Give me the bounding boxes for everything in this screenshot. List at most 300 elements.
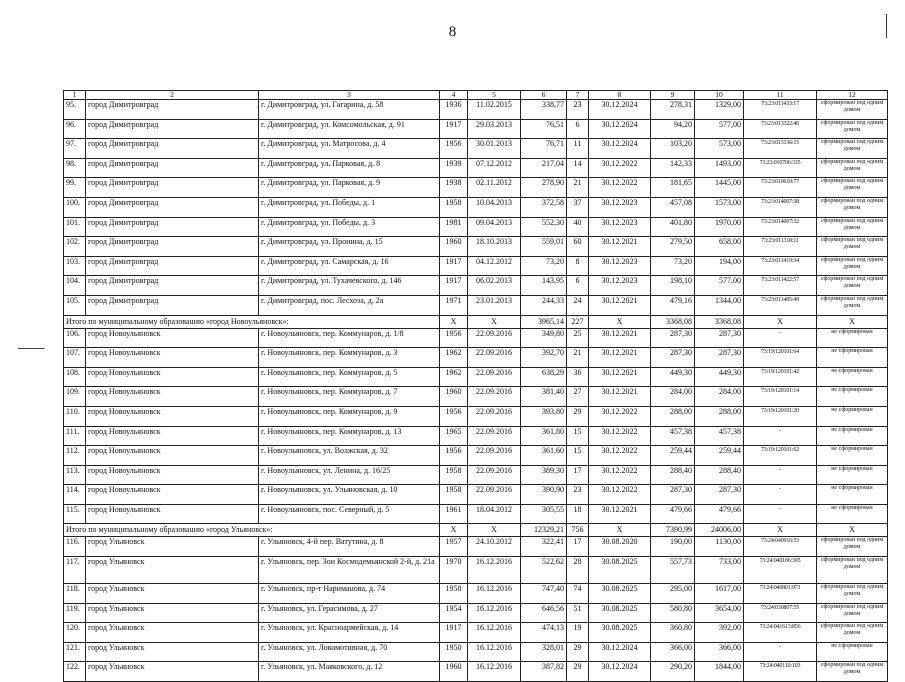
table-row <box>64 387 888 407</box>
residents-cell: 17 <box>567 465 589 485</box>
address-cell: г. Новоульяновск, ул. Волжская, д. 32 <box>259 446 440 466</box>
area-cell: 381,40 <box>521 387 567 407</box>
address-cell: г. Ульяновск, 4-й пер. Ватутина, д. 8 <box>259 537 440 557</box>
residents-cell: 14 <box>567 158 589 178</box>
column-number: 12 <box>817 91 888 100</box>
residents-cell: 74 <box>567 584 589 604</box>
cadastral-cell: 73:19:120101:14 <box>744 387 817 407</box>
deadline-cell: 30.12.2023 <box>589 217 651 237</box>
area-cell: 372,58 <box>521 197 567 217</box>
value9-cell: 73,20 <box>651 256 695 276</box>
value9-cell: 103,20 <box>651 139 695 159</box>
year-cell: 1939 <box>440 158 468 178</box>
table-row <box>64 197 888 217</box>
deadline-cell: 30.12.2021 <box>589 387 651 407</box>
row-number: 120. <box>64 623 86 643</box>
table-row <box>64 256 888 276</box>
value10-cell: 658,00 <box>695 237 744 257</box>
date-cell: X <box>468 524 521 537</box>
municipality-cell: город Новоульяновск <box>86 465 259 485</box>
cadastral-cell: 73:19:120101:42 <box>744 367 817 387</box>
area-cell: 552,30 <box>521 217 567 237</box>
deadline-cell: X <box>589 315 651 328</box>
table-row <box>64 295 888 315</box>
year-cell: 1958 <box>440 485 468 505</box>
table-row <box>64 406 888 426</box>
deadline-cell: 30.08.2025 <box>589 603 651 623</box>
table-row <box>64 426 888 446</box>
value9-cell: 279,50 <box>651 237 695 257</box>
status-cell: сформирован под одним домом <box>817 256 888 276</box>
value9-cell: 457,38 <box>651 426 695 446</box>
value9-cell: 366,00 <box>651 642 695 662</box>
area-cell: 338,77 <box>521 100 567 120</box>
row-number: 114. <box>64 485 86 505</box>
municipality-cell: город Димитровград <box>86 119 259 139</box>
deadline-cell: 30.12.2024 <box>589 139 651 159</box>
value10-cell: 1573,00 <box>695 197 744 217</box>
table-row <box>64 662 888 682</box>
residents-cell: 15 <box>567 426 589 446</box>
row-number: 108. <box>64 367 86 387</box>
cadastral-cell: X <box>744 524 817 537</box>
year-cell: 1960 <box>440 662 468 682</box>
row-number: 95. <box>64 100 86 120</box>
address-cell: г. Новоульяновск, ул. Ульяновская, д. 10 <box>259 485 440 505</box>
date-cell: 22.09.2016 <box>468 406 521 426</box>
table-row <box>64 119 888 139</box>
date-cell: 22.09.2016 <box>468 387 521 407</box>
row-number: 96. <box>64 119 86 139</box>
value9-cell: 7390,99 <box>651 524 695 537</box>
table-row <box>64 139 888 159</box>
value10-cell: 457,38 <box>695 426 744 446</box>
cadastral-cell: 73:23:013322:40 <box>744 119 817 139</box>
status-cell: сформирован под одним домом <box>817 584 888 604</box>
municipality-cell: город Димитровград <box>86 197 259 217</box>
status-cell: X <box>817 315 888 328</box>
year-cell: 1962 <box>440 367 468 387</box>
value9-cell: 295,00 <box>651 584 695 604</box>
date-cell: 06.02.2013 <box>468 276 521 296</box>
value10-cell: 392,00 <box>695 623 744 643</box>
cadastral-cell: - <box>744 465 817 485</box>
address-cell: г. Ульяновск, ул. Герасимова, д. 27 <box>259 603 440 623</box>
table-row <box>64 504 888 524</box>
value10-cell: 1445,00 <box>695 178 744 198</box>
housing-table <box>63 90 888 682</box>
column-number: 1 <box>64 91 86 100</box>
status-cell: не сформирован <box>817 406 888 426</box>
date-cell: 23.01.2013 <box>468 295 521 315</box>
value9-cell: 278,31 <box>651 100 695 120</box>
status-cell: сформирован под одним домом <box>817 197 888 217</box>
date-cell: 22.09.2016 <box>468 328 521 348</box>
cadastral-cell: 73:19:120101:62 <box>744 446 817 466</box>
deadline-cell: 30.12.2021 <box>589 237 651 257</box>
address-cell: г. Димитровград, ул. Парковая, д. 9 <box>259 178 440 198</box>
deadline-cell: 30.12.2024 <box>589 119 651 139</box>
cadastral-cell: 73:19:120101:20 <box>744 406 817 426</box>
value10-cell: 366,00 <box>695 642 744 662</box>
residents-cell: 29 <box>567 406 589 426</box>
value10-cell: 284,00 <box>695 387 744 407</box>
area-cell: 328,01 <box>521 642 567 662</box>
residents-cell: 227 <box>567 315 589 328</box>
address-cell: г. Димитровград, ул. Матросова, д. 4 <box>259 139 440 159</box>
year-cell: 1960 <box>440 387 468 407</box>
table-row <box>64 603 888 623</box>
cadastral-cell: 73:23:011419:34 <box>744 256 817 276</box>
deadline-cell: 30.12.2024 <box>589 642 651 662</box>
column-number-row <box>64 91 888 100</box>
address-cell: г. Ульяновск, ул. Маяковского, д. 12 <box>259 662 440 682</box>
deadline-cell: 30.12.2023 <box>589 197 651 217</box>
date-cell: 22.09.2016 <box>468 367 521 387</box>
value9-cell: 94,20 <box>651 119 695 139</box>
subtotal-row <box>64 315 888 328</box>
row-number: 102. <box>64 237 86 257</box>
residents-cell: 8 <box>567 256 589 276</box>
municipality-cell: город Новоульяновск <box>86 426 259 446</box>
area-cell: 73,20 <box>521 256 567 276</box>
deadline-cell: 30.12.2022 <box>589 158 651 178</box>
value10-cell: 577,00 <box>695 276 744 296</box>
deadline-cell: 30.12.2024 <box>589 662 651 682</box>
date-cell: 07.12.2012 <box>468 158 521 178</box>
residents-cell: 37 <box>567 197 589 217</box>
address-cell: г. Новоульяновск, пер. Коммунаров, д. 3 <box>259 348 440 368</box>
address-cell: г. Димитровград, ул. Победы, д. 1 <box>259 197 440 217</box>
area-cell: 638,29 <box>521 367 567 387</box>
value10-cell: 1344,00 <box>695 295 744 315</box>
deadline-cell: 30.08.2025 <box>589 623 651 643</box>
column-number: 11 <box>744 91 817 100</box>
year-cell: 1954 <box>440 603 468 623</box>
address-cell: г. Новоульяновск, ул. Ленина, д. 16/25 <box>259 465 440 485</box>
date-cell: 16.12.2016 <box>468 603 521 623</box>
cadastral-cell: 73:24:040801:971 <box>744 584 817 604</box>
municipality-cell: город Ульяновск <box>86 557 259 584</box>
status-cell: сформирован под одним домом <box>817 537 888 557</box>
status-cell: не сформирован <box>817 426 888 446</box>
residents-cell: 29 <box>567 662 589 682</box>
year-cell: 1917 <box>440 276 468 296</box>
cadastral-cell: 73:23:014007:32 <box>744 217 817 237</box>
row-number: 110. <box>64 406 86 426</box>
cadastral-cell: 73:23:011422:57 <box>744 276 817 296</box>
area-cell: 392,70 <box>521 348 567 368</box>
year-cell: X <box>440 315 468 328</box>
date-cell: 18.04.2012 <box>468 504 521 524</box>
row-number: 112. <box>64 446 86 466</box>
deadline-cell: 30.08.2025 <box>589 557 651 584</box>
cadastral-cell: 73:24:041613:856 <box>744 623 817 643</box>
municipality-cell: город Ульяновск <box>86 537 259 557</box>
year-cell: 1971 <box>440 295 468 315</box>
year-cell: 1957 <box>440 537 468 557</box>
fold-mark <box>18 348 44 349</box>
area-cell: 390,90 <box>521 485 567 505</box>
value9-cell: 457,08 <box>651 197 695 217</box>
value9-cell: 3368,08 <box>651 315 695 328</box>
address-cell: г. Новоульяновск, пер. Коммунаров, д. 13 <box>259 426 440 446</box>
municipality-cell: город Ульяновск <box>86 584 259 604</box>
value9-cell: 401,80 <box>651 217 695 237</box>
residents-cell: 21 <box>567 348 589 368</box>
table-row <box>64 557 888 584</box>
cadastral-cell: 73:24:040916:53 <box>744 537 817 557</box>
status-cell: сформирован под одним домом <box>817 178 888 198</box>
row-number: 121. <box>64 642 86 662</box>
value9-cell: 259,44 <box>651 446 695 466</box>
year-cell: 1965 <box>440 426 468 446</box>
date-cell: X <box>468 315 521 328</box>
residents-cell: 17 <box>567 537 589 557</box>
status-cell: сформирован под одним домом <box>817 276 888 296</box>
status-cell: сформирован под одним домом <box>817 119 888 139</box>
municipality-cell: город Димитровград <box>86 139 259 159</box>
year-cell: 1960 <box>440 237 468 257</box>
column-number: 10 <box>695 91 744 100</box>
row-number: 118. <box>64 584 86 604</box>
area-cell: 322,41 <box>521 537 567 557</box>
cadastral-cell: - <box>744 328 817 348</box>
row-number: 101. <box>64 217 86 237</box>
deadline-cell: 30.12.2023 <box>589 256 651 276</box>
value10-cell: 194,00 <box>695 256 744 276</box>
status-cell: не сформирован <box>817 446 888 466</box>
table-row <box>64 158 888 178</box>
year-cell: 1962 <box>440 348 468 368</box>
address-cell: г. Новоульяновск, пер. Коммунаров, д. 5 <box>259 367 440 387</box>
cadastral-cell: 73:23:013136:15 <box>744 139 817 159</box>
date-cell: 22.09.2016 <box>468 348 521 368</box>
residents-cell: 15 <box>567 446 589 466</box>
year-cell: 1958 <box>440 584 468 604</box>
municipality-cell: город Ульяновск <box>86 642 259 662</box>
year-cell: 1938 <box>440 178 468 198</box>
date-cell: 30.01.2013 <box>468 139 521 159</box>
column-number: 3 <box>259 91 440 100</box>
cadastral-cell: - <box>744 485 817 505</box>
status-cell: сформирован под одним домом <box>817 295 888 315</box>
status-cell: не сформирован <box>817 642 888 662</box>
address-cell: г. Новоульяновск, пер. Коммунаров, д. 1/8 <box>259 328 440 348</box>
municipality-cell: город Ульяновск <box>86 662 259 682</box>
value10-cell: 288,00 <box>695 406 744 426</box>
row-number: 100. <box>64 197 86 217</box>
value9-cell: 288,00 <box>651 406 695 426</box>
status-cell: сформирован под одним домом <box>817 662 888 682</box>
year-cell: 1950 <box>440 642 468 662</box>
year-cell: 1917 <box>440 119 468 139</box>
value9-cell: 287,30 <box>651 328 695 348</box>
residents-cell: 27 <box>567 387 589 407</box>
address-cell: г. Ульяновск, ул. Красноармейская, д. 14 <box>259 623 440 643</box>
table-row <box>64 623 888 643</box>
date-cell: 24.10.2012 <box>468 537 521 557</box>
value9-cell: 479,16 <box>651 295 695 315</box>
row-number: 107. <box>64 348 86 368</box>
row-number: 105. <box>64 295 86 315</box>
residents-cell: 23 <box>567 485 589 505</box>
value10-cell: 479,66 <box>695 504 744 524</box>
value9-cell: 360,80 <box>651 623 695 643</box>
deadline-cell: 30.12.2023 <box>589 276 651 296</box>
cadastral-cell: - <box>744 504 817 524</box>
residents-cell: 24 <box>567 295 589 315</box>
municipality-cell: город Новоульяновск <box>86 328 259 348</box>
value10-cell: 1493,00 <box>695 158 744 178</box>
column-number: 7 <box>567 91 589 100</box>
value10-cell: 573,00 <box>695 139 744 159</box>
value9-cell: 181,65 <box>651 178 695 198</box>
page-number: 8 <box>448 24 457 40</box>
address-cell: г. Димитровград, ул. Победы, д. 3 <box>259 217 440 237</box>
row-number: 113. <box>64 465 86 485</box>
address-cell: г. Новоульяновск, пер. Коммунаров, д. 9 <box>259 406 440 426</box>
status-cell: сформирован под одним домом <box>817 603 888 623</box>
date-cell: 09.04.2013 <box>468 217 521 237</box>
residents-cell: 25 <box>567 328 589 348</box>
value10-cell: 259,44 <box>695 446 744 466</box>
value10-cell: 1130,00 <box>695 537 744 557</box>
value10-cell: 733,00 <box>695 557 744 584</box>
margin-mark <box>886 14 887 38</box>
status-cell: сформирован под одним домом <box>817 557 888 584</box>
date-cell: 16.12.2016 <box>468 623 521 643</box>
column-number: 8 <box>589 91 651 100</box>
table-row <box>64 328 888 348</box>
column-number: 2 <box>86 91 259 100</box>
status-cell: не сформирован <box>817 348 888 368</box>
column-number: 4 <box>440 91 468 100</box>
table-row <box>64 485 888 505</box>
date-cell: 18.10.2013 <box>468 237 521 257</box>
year-cell: 1917 <box>440 256 468 276</box>
municipality-cell: город Ульяновск <box>86 603 259 623</box>
municipality-cell: город Димитровград <box>86 100 259 120</box>
subtotal-row <box>64 524 888 537</box>
value10-cell: 1617,00 <box>695 584 744 604</box>
deadline-cell: 30.08.2020 <box>589 537 651 557</box>
year-cell: 1956 <box>440 446 468 466</box>
status-cell: сформирован под одним домом <box>817 100 888 120</box>
municipality-cell: город Димитровград <box>86 276 259 296</box>
area-cell: 217,04 <box>521 158 567 178</box>
value10-cell: 449,30 <box>695 367 744 387</box>
address-cell: г. Димитровград, ул. Самарская, д. 16 <box>259 256 440 276</box>
value9-cell: 190,00 <box>651 537 695 557</box>
row-number: 103. <box>64 256 86 276</box>
row-number: 109. <box>64 387 86 407</box>
area-cell: 361,80 <box>521 426 567 446</box>
table-row <box>64 446 888 466</box>
municipality-cell: город Новоульяновск <box>86 367 259 387</box>
date-cell: 16.12.2016 <box>468 557 521 584</box>
value9-cell: 287,30 <box>651 348 695 368</box>
deadline-cell: 30.12.2024 <box>589 100 651 120</box>
value10-cell: 577,00 <box>695 119 744 139</box>
deadline-cell: 30.12.2022 <box>589 406 651 426</box>
area-cell: 244,33 <box>521 295 567 315</box>
municipality-cell: город Новоульяновск <box>86 446 259 466</box>
row-number: 117. <box>64 557 86 584</box>
status-cell: X <box>817 524 888 537</box>
year-cell: 1958 <box>440 197 468 217</box>
table-row <box>64 584 888 604</box>
residents-cell: 36 <box>567 367 589 387</box>
status-cell: сформирован под одним домом <box>817 158 888 178</box>
value9-cell: 198,10 <box>651 276 695 296</box>
area-cell: 646,56 <box>521 603 567 623</box>
value10-cell: 288,40 <box>695 465 744 485</box>
municipality-cell: город Новоульяновск <box>86 406 259 426</box>
municipality-cell: город Ульяновск <box>86 623 259 643</box>
deadline-cell: 30.12.2022 <box>589 446 651 466</box>
value9-cell: 284,00 <box>651 387 695 407</box>
year-cell: 1956 <box>440 406 468 426</box>
year-cell: 1981 <box>440 217 468 237</box>
cadastral-cell: 73:24:040106:305 <box>744 557 817 584</box>
year-cell: X <box>440 524 468 537</box>
table-row <box>64 465 888 485</box>
municipality-cell: город Димитровград <box>86 295 259 315</box>
row-number: 116. <box>64 537 86 557</box>
deadline-cell: 30.12.2022 <box>589 178 651 198</box>
date-cell: 16.12.2016 <box>468 584 521 604</box>
value9-cell: 580,80 <box>651 603 695 623</box>
year-cell: 1917 <box>440 623 468 643</box>
date-cell: 22.09.2016 <box>468 485 521 505</box>
year-cell: 1936 <box>440 100 468 120</box>
date-cell: 16.12.2016 <box>468 642 521 662</box>
row-number: 115. <box>64 504 86 524</box>
value9-cell: 449,30 <box>651 367 695 387</box>
residents-cell: 51 <box>567 603 589 623</box>
residents-cell: 28 <box>567 557 589 584</box>
table-row <box>64 367 888 387</box>
cadastral-cell: 73:24:030807:55 <box>744 603 817 623</box>
cadastral-cell: 73:23:010610:77 <box>744 178 817 198</box>
status-cell: сформирован под одним домом <box>817 623 888 643</box>
value10-cell: 1329,00 <box>695 100 744 120</box>
municipality-cell: город Димитровград <box>86 178 259 198</box>
value10-cell: 24006,00 <box>695 524 744 537</box>
value9-cell: 142,33 <box>651 158 695 178</box>
deadline-cell: 30.12.2021 <box>589 295 651 315</box>
year-cell: 1970 <box>440 557 468 584</box>
area-cell: 349,80 <box>521 328 567 348</box>
area-cell: 76,51 <box>521 119 567 139</box>
residents-cell: 29 <box>567 642 589 662</box>
address-cell: г. Ульяновск, ул. Локомотивная, д. 70 <box>259 642 440 662</box>
area-cell: 393,80 <box>521 406 567 426</box>
status-cell: не сформирован <box>817 328 888 348</box>
area-cell: 522,62 <box>521 557 567 584</box>
status-cell: не сформирован <box>817 367 888 387</box>
municipality-cell: город Новоульяновск <box>86 348 259 368</box>
area-cell: 747,40 <box>521 584 567 604</box>
date-cell: 22.09.2016 <box>468 426 521 446</box>
cadastral-cell: 73:23:014007:38 <box>744 197 817 217</box>
deadline-cell: 30.12.2022 <box>589 465 651 485</box>
area-cell: 76,71 <box>521 139 567 159</box>
area-cell: 389,30 <box>521 465 567 485</box>
year-cell: 1956 <box>440 139 468 159</box>
deadline-cell: 30.12.2022 <box>589 485 651 505</box>
